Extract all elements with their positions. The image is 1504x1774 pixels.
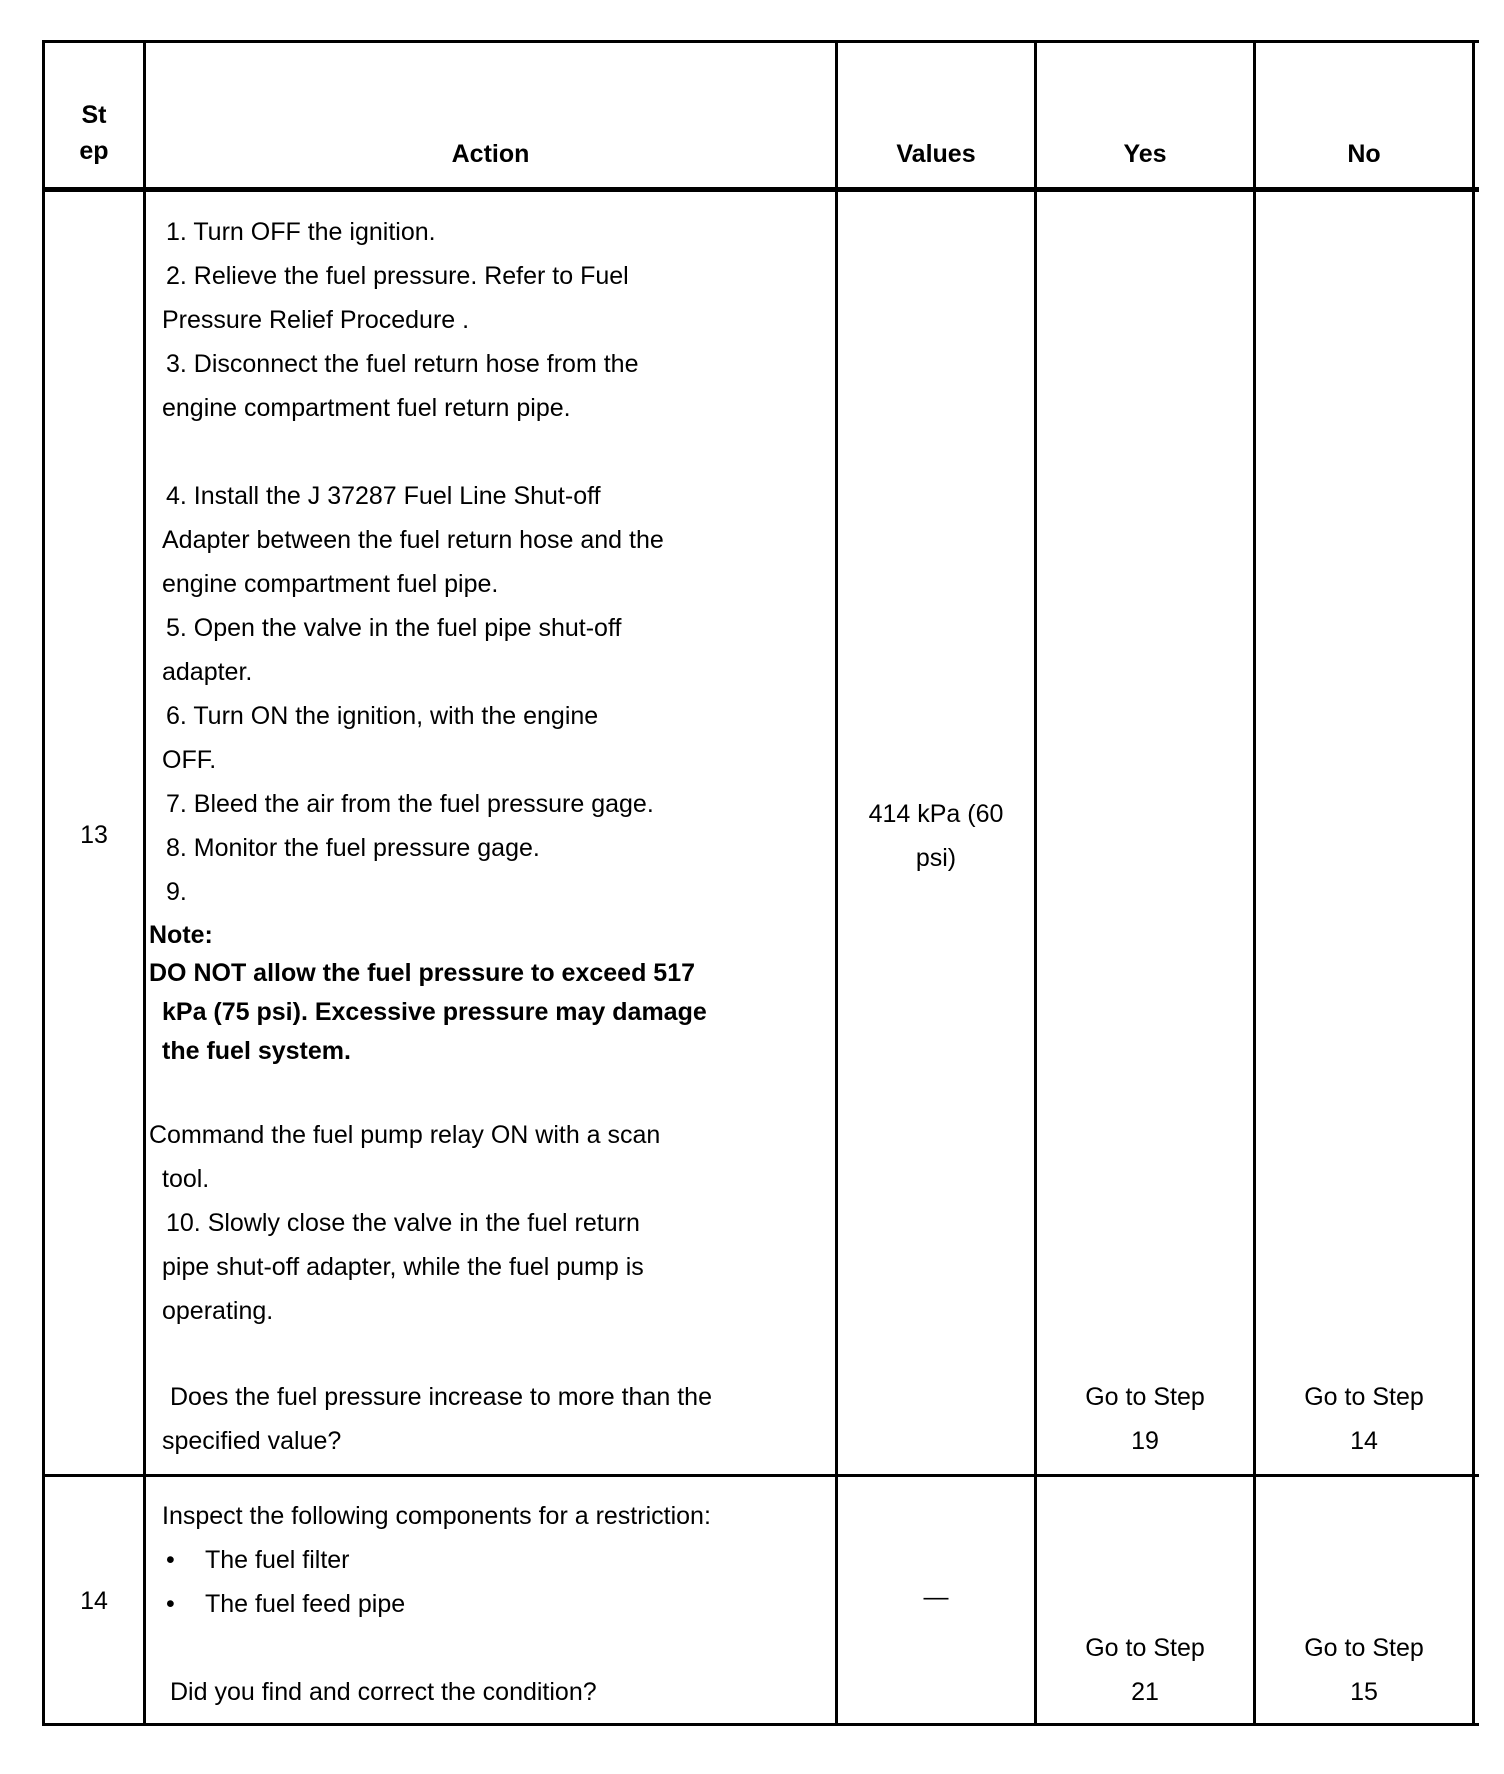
header-step-line-1: St <box>81 101 107 129</box>
action-line: engine compartment fuel return pipe. <box>162 394 571 422</box>
no-14-step: 15 <box>1350 1678 1378 1706</box>
header-step <box>45 97 143 169</box>
note-label: Note: <box>149 921 213 949</box>
action-line: Adapter between the fuel return hose and the <box>162 526 664 554</box>
bullet-text: The fuel filter <box>205 1546 350 1574</box>
action-line: 3. Disconnect the fuel return hose from the <box>166 350 639 378</box>
question-13: Does the fuel pressure increase to more than the <box>170 1383 712 1411</box>
col-border-yes-no <box>1253 40 1256 1726</box>
note-text: the fuel system. <box>162 1037 351 1065</box>
header-no: No <box>1347 140 1381 168</box>
bullet-dot: • <box>166 1590 175 1618</box>
action-line: 5. Open the valve in the fuel pipe shut-off <box>166 614 622 642</box>
action-line: 1. Turn OFF the ignition. <box>166 218 436 246</box>
action-line: 4. Install the J 37287 Fuel Line Shut-off <box>166 482 601 510</box>
note-text: DO NOT allow the fuel pressure to exceed 517 <box>149 959 696 987</box>
bullet-text: The fuel feed pipe <box>205 1590 406 1618</box>
action-line: tool. <box>162 1165 210 1193</box>
no-13-label: Go to Step <box>1304 1383 1424 1411</box>
action-line: 6. Turn ON the ignition, with the engine <box>166 702 599 730</box>
action-intro-14: Inspect the following components for a restriction: <box>162 1502 711 1530</box>
header-bottom-border <box>42 187 1479 192</box>
bullet-dot: • <box>166 1546 175 1574</box>
step-number-14: 14 <box>80 1587 108 1615</box>
question-13-cont: specified value? <box>162 1427 342 1455</box>
bullet-item <box>166 1538 350 1582</box>
note-text: kPa (75 psi). Excessive pressure may damage <box>162 998 707 1026</box>
action-line: Pressure Relief Procedure . <box>162 306 470 334</box>
action-line: 7. Bleed the air from the fuel pressure gage. <box>166 790 654 818</box>
action-line: 10. Slowly close the valve in the fuel return <box>166 1209 640 1237</box>
value-13-line-2: psi) <box>915 844 957 872</box>
question-14: Did you find and correct the condition? <box>170 1678 597 1706</box>
no-13-step: 14 <box>1350 1427 1378 1455</box>
no-14-label: Go to Step <box>1304 1634 1424 1662</box>
col-border-values-yes <box>1034 40 1037 1726</box>
action-line: 2. Relieve the fuel pressure. Refer to Fuel <box>166 262 629 290</box>
table-top-border <box>42 40 1479 43</box>
yes-13-go-to-step <box>1037 1375 1253 1463</box>
action-line: OFF. <box>162 746 217 774</box>
value-14: — <box>923 1583 949 1611</box>
table-bottom-border <box>42 1723 1479 1726</box>
col-border-action-values <box>835 40 838 1726</box>
action-line: pipe shut-off adapter, while the fuel pump is <box>162 1253 644 1281</box>
yes-14-step: 21 <box>1131 1678 1159 1706</box>
no-14-go-to-step <box>1256 1626 1472 1714</box>
col-border-left <box>42 40 45 1726</box>
header-action: Action <box>451 140 530 168</box>
yes-13-step: 19 <box>1131 1427 1159 1455</box>
header-values: Values <box>896 140 976 168</box>
yes-14-label: Go to Step <box>1085 1634 1205 1662</box>
action-line: Command the fuel pump relay ON with a scan <box>149 1121 661 1149</box>
value-13-line-1: 414 kPa (60 <box>868 800 1004 828</box>
row-divider <box>42 1474 1479 1477</box>
no-13-go-to-step <box>1256 1375 1472 1463</box>
col-border-step-action <box>143 40 146 1726</box>
value-13 <box>838 792 1034 880</box>
header-step-line-2: ep <box>79 137 109 165</box>
action-line: 9. <box>166 878 187 906</box>
step-number-13: 13 <box>80 821 108 849</box>
bullet-item <box>166 1582 405 1626</box>
yes-13-label: Go to Step <box>1085 1383 1205 1411</box>
yes-14-go-to-step <box>1037 1626 1253 1714</box>
header-yes: Yes <box>1123 140 1167 168</box>
action-line: 8. Monitor the fuel pressure gage. <box>166 834 540 862</box>
action-line: engine compartment fuel pipe. <box>162 570 499 598</box>
action-line: operating. <box>162 1297 274 1325</box>
col-border-right <box>1472 40 1475 1726</box>
action-line: adapter. <box>162 658 253 686</box>
